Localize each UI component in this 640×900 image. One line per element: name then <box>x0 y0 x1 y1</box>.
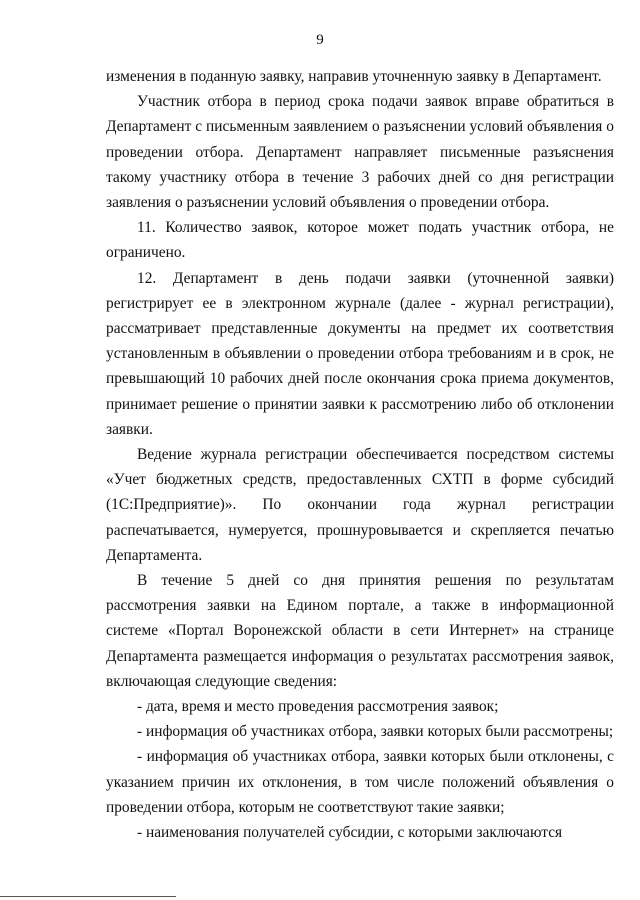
list-item-date-time-place: - дата, время и место проведения рассмотрения заявок; <box>137 698 499 716</box>
paragraph-item-12: 12. Департамент в день подачи заявки (уточненной заявки) регистрирует ее в электронном журнале (далее - журнал регистрации), рассматривает представленные документы на предмет их соответствия установленным в объявлении о проведении отбора требованиям и в срок, не превышающий 10 рабочих дней после окончания срока приема документов, принимает решение о принятии заявки к рассмотрению либо об отклонении заявки. <box>106 269 614 438</box>
paragraph-clarification-request: Участник отбора в период срока подачи заявок вправе обратиться в Департамент с письменным заявлением о разъяснении условий объявления о проведении отбора. Департамент направляет письменные разъяснения такому участнику отбора в течение 3 рабочих дней со дня регистрации заявления о разъяснении условий объявления о проведении отбора. <box>106 93 614 212</box>
paragraph-continuation: изменения в поданную заявку, направив уточненную заявку в Департамент. <box>106 68 602 85</box>
list-item-reviewed-participants: - информация об участниках отбора, заявки которых были рассмотрены; <box>137 723 614 741</box>
paragraph-registration-journal: Ведение журнала регистрации обеспечивается посредством системы «Учет бюджетных средств, предоставленных СХТП в форме субсидий (1С:Предприятие)». По окончании года журнал регистрации распечатывается, нумеруется, прошнуровывается и скрепляется печатью Департамента. <box>106 446 614 564</box>
list-item-rejected-participants: - информация об участниках отбора, заявки которых были отклонены, с указанием причин их отклонения, в том числе положений объявления о проведении отбора, которым не соответствуют такие заявки; <box>106 748 614 816</box>
document-body <box>106 64 614 845</box>
paragraph-results-publication: В течение 5 дней со дня принятия решения по результатам рассмотрения заявки на Едином портале, а также в информационной системе «Портал Воронежской области в сети Интернет» на странице Департамента размещается информация о результатах рассмотрения заявок, включающая следующие сведения: <box>106 572 614 690</box>
paragraph-item-11: 11. Количество заявок, которое может подать участник отбора, не ограничено. <box>106 219 614 262</box>
page-number: 9 <box>316 32 324 48</box>
footer-divider <box>0 896 176 897</box>
list-item-subsidy-recipients: - наименования получателей субсидии, с которыми заключаются <box>137 824 563 842</box>
